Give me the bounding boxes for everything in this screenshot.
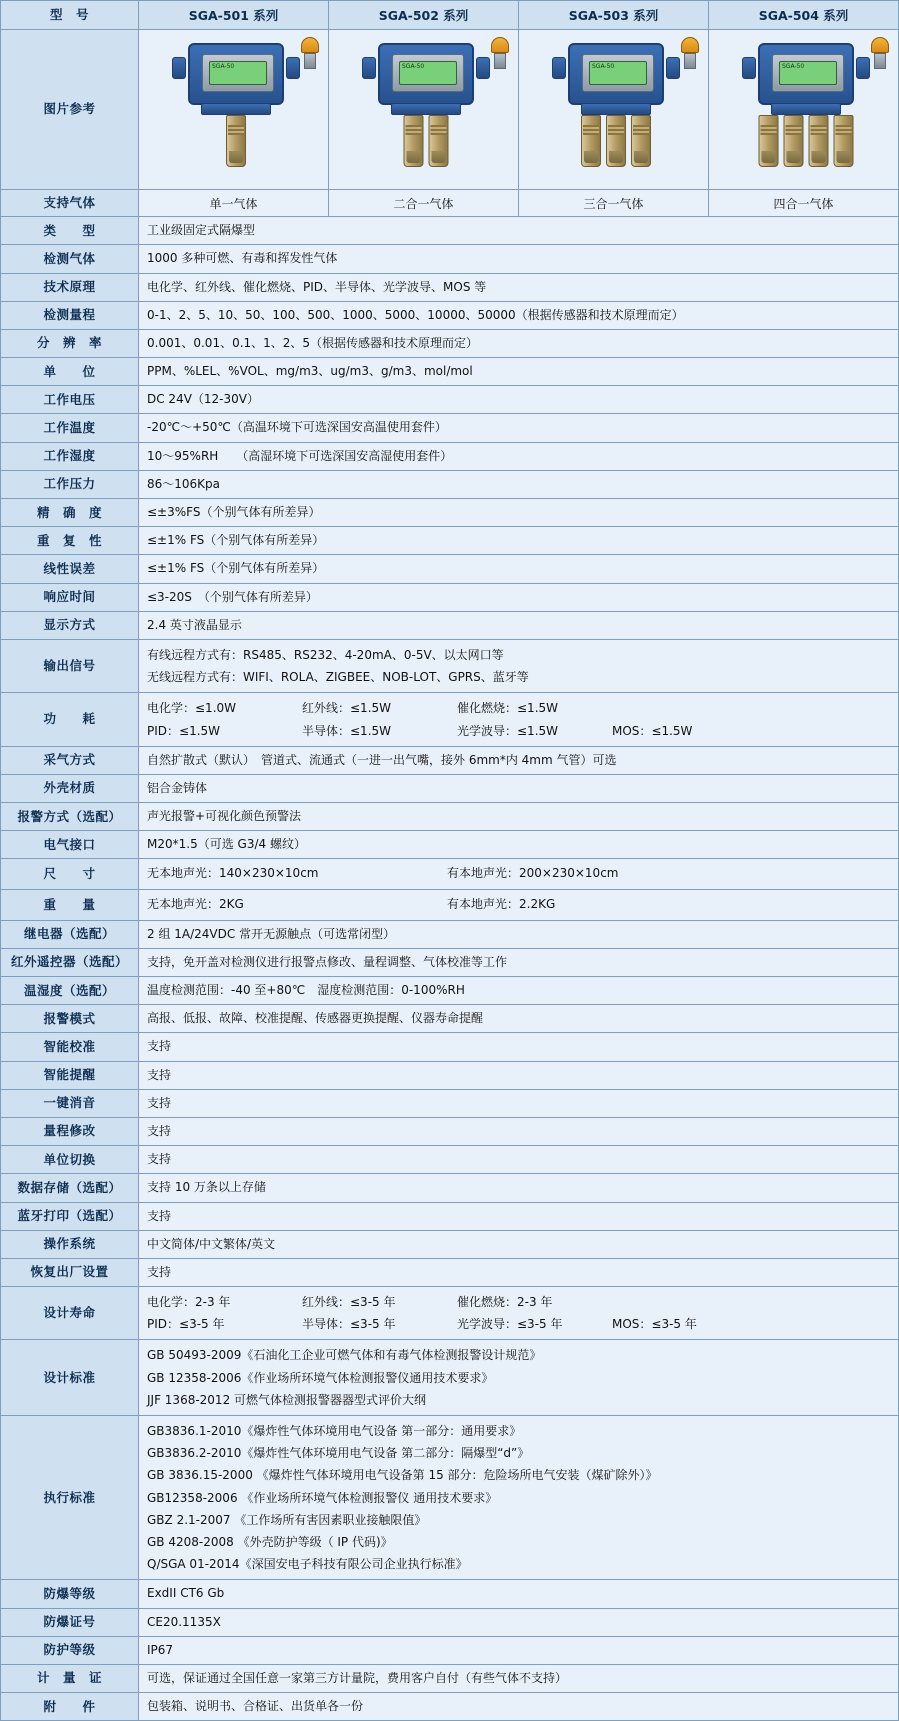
row-value-unit-switch: 支持: [139, 1146, 899, 1174]
row-value-resolution: 0.001、0.01、0.1、1、2、5（根据传感器和技术原理而定）: [139, 329, 899, 357]
row-label-relay: 继电器（选配）: [1, 920, 139, 948]
table-row-category: [1, 217, 899, 245]
sensor-group-2: [404, 115, 449, 167]
sensor-probe: [784, 115, 804, 167]
lifespan-cell-8: MOS：≤3-5 年: [612, 1317, 697, 1332]
row-label-resolution: 分 辨 率: [1, 329, 139, 357]
mount-bracket-left-icon: [742, 57, 756, 79]
table-row-linearity: [1, 555, 899, 583]
row-value-unit: PPM、%LEL、%VOL、mg/m3、ug/m3、g/m3、mol/mol: [139, 358, 899, 386]
product-image-1: [139, 30, 329, 190]
row-label-range-modify: 量程修改: [1, 1117, 139, 1145]
power-cell-4: [612, 697, 767, 719]
table-row-range: [1, 301, 899, 329]
row-value-power: [139, 693, 899, 746]
detector-housing: [568, 43, 664, 105]
table-row-principle: [1, 273, 899, 301]
row-value-work-pressure: 86～106Kpa: [139, 470, 899, 498]
weight-with-local-alarm: 有本地声光：2.2KG: [447, 897, 556, 912]
exec-standard-item: GB 4208-2008 《外壳防护等级（ IP 代码)》: [147, 1534, 393, 1549]
row-label-accuracy: 精 确 度: [1, 499, 139, 527]
power-cell-6: 半导体：≤1.5W: [302, 723, 392, 738]
row-label-smart-reminder: 智能提醒: [1, 1061, 139, 1089]
exec-standard-item: GB 3836.15-2000 《爆炸性气体环境用电气设备第 15 部分：危险场所电气安装（煤矿除外）》: [147, 1468, 658, 1483]
row-label-accessories: 附 件: [1, 1693, 139, 1721]
table-row-os: [1, 1230, 899, 1258]
row-value-metering-certificate: 可选，保证通过全国任意一家第三方计量院，费用客户自付（有些气体不支持）: [139, 1664, 899, 1692]
alarm-light-icon: [871, 37, 889, 71]
detector-screen: SGA-50: [589, 61, 647, 85]
row-label-output-signal: 输出信号: [1, 639, 139, 692]
model-header-2: SGA-502 系列: [329, 1, 519, 30]
row-value-accuracy: ≤±3%FS（个别气体有所差异）: [139, 499, 899, 527]
row-value-lifespan: [139, 1287, 899, 1340]
row-label-gas-support: 支持气体: [1, 190, 139, 217]
row-label-voltage: 工作电压: [1, 386, 139, 414]
row-label-range: 检测量程: [1, 301, 139, 329]
row-label-temp-humidity: 温湿度（选配）: [1, 977, 139, 1005]
table-row-ir-remote: [1, 948, 899, 976]
power-cell-7: 光学波导：≤1.5W: [457, 723, 559, 738]
table-row-ip-grade: [1, 1636, 899, 1664]
row-label-power: 功 耗: [1, 693, 139, 746]
table-row-size: [1, 859, 899, 890]
detector-screen: SGA-50: [399, 61, 457, 85]
table-row-bluetooth-print: [1, 1202, 899, 1230]
model-header-3: SGA-503 系列: [519, 1, 709, 30]
detector-housing: [378, 43, 474, 105]
table-row-alarm-method: [1, 803, 899, 831]
row-label-ip-grade: 防护等级: [1, 1636, 139, 1664]
row-label-unit: 单 位: [1, 358, 139, 386]
row-label-factory-reset: 恢复出厂设置: [1, 1258, 139, 1286]
alarm-light-icon: [301, 37, 319, 71]
lifespan-cell-3: 催化燃烧：2-3 年: [457, 1295, 553, 1310]
row-value-category: 工业级固定式隔爆型: [139, 217, 899, 245]
mount-bracket-right-icon: [856, 57, 870, 79]
row-label-model: 型 号: [1, 1, 139, 30]
weight-without-local-alarm: 无本地声光：2KG: [147, 897, 244, 912]
power-cell-1: 电化学：≤1.0W: [147, 701, 237, 716]
row-label-unit-switch: 单位切换: [1, 1146, 139, 1174]
gas-detector-illustration-2: [331, 35, 521, 185]
table-row-resolution: [1, 329, 899, 357]
exec-standard-item: GBZ 2.1-2007 《工作场所有害因素职业接触限值》: [147, 1512, 427, 1527]
sensor-probe: [759, 115, 779, 167]
table-row-range-modify: [1, 1117, 899, 1145]
row-label-work-temp: 工作温度: [1, 414, 139, 442]
table-row-response-time: [1, 583, 899, 611]
row-label-display: 显示方式: [1, 611, 139, 639]
design-standard-item: JJF 1368-2012 可燃气体检测报警器器型式评价大纲: [147, 1392, 427, 1407]
exec-standard-item: GB3836.2-2010《爆炸性气体环境用电气设备 第二部分：隔爆型“d”》: [147, 1446, 530, 1461]
detector-housing: [758, 43, 854, 105]
table-row-design-standard: [1, 1340, 899, 1416]
table-row-data-storage: [1, 1174, 899, 1202]
output-signal-wired: 有线远程方式有：RS485、RS232、4-20mA、0-5V、以太网口等: [147, 647, 504, 662]
detector-manifold: [581, 103, 651, 115]
detector-manifold: [771, 103, 841, 115]
table-row-detect-gas: [1, 245, 899, 273]
table-row-accuracy: [1, 499, 899, 527]
row-value-factory-reset: 支持: [139, 1258, 899, 1286]
gas-support-value-1: 单一气体: [139, 190, 329, 217]
mount-bracket-right-icon: [476, 57, 490, 79]
exec-standard-item: GB12358-2006 《作业场所环境气体检测报警仪 通用技术要求》: [147, 1490, 498, 1505]
detector-manifold: [201, 103, 271, 115]
row-label-one-key-mute: 一键消音: [1, 1089, 139, 1117]
row-label-principle: 技术原理: [1, 273, 139, 301]
row-value-ip-grade: IP67: [139, 1636, 899, 1664]
row-label-lifespan: 设计寿命: [1, 1287, 139, 1340]
table-row-work-pressure: [1, 470, 899, 498]
row-value-alarm-method: 声光报警+可视化颜色预警法: [139, 803, 899, 831]
product-image-2: [329, 30, 519, 190]
table-row-temp-humidity: [1, 977, 899, 1005]
size-without-local-alarm: 无本地声光：140×230×10cm: [147, 866, 319, 881]
gas-detector-illustration-1: [141, 35, 331, 185]
lifespan-cell-7: 光学波导：≤3-5 年: [457, 1317, 563, 1332]
mount-bracket-right-icon: [286, 57, 300, 79]
table-row-metering-certificate: [1, 1664, 899, 1692]
row-label-linearity: 线性误差: [1, 555, 139, 583]
row-label-work-pressure: 工作压力: [1, 470, 139, 498]
mount-bracket-right-icon: [666, 57, 680, 79]
row-label-exec-standard: 执行标准: [1, 1416, 139, 1580]
row-label-ex-certificate: 防爆证号: [1, 1608, 139, 1636]
sensor-probe: [429, 115, 449, 167]
row-value-work-humidity: 10～95%RH （高湿环境下可选深国安高湿使用套件）: [139, 442, 899, 470]
row-label-metering-certificate: 计 量 证: [1, 1664, 139, 1692]
row-value-principle: 电化学、红外线、催化燃烧、PID、半导体、光学波导、MOS 等: [139, 273, 899, 301]
row-value-ir-remote: 支持，免开盖对检测仪进行报警点修改、量程调整、气体校准等工作: [139, 948, 899, 976]
sensor-probe: [581, 115, 601, 167]
detector-screen: SGA-50: [209, 61, 267, 85]
row-label-data-storage: 数据存储（选配）: [1, 1174, 139, 1202]
table-row-smart-calibration: [1, 1033, 899, 1061]
row-label-size: 尺 寸: [1, 859, 139, 890]
row-label-ir-remote: 红外遥控器（选配）: [1, 948, 139, 976]
row-label-response-time: 响应时间: [1, 583, 139, 611]
row-value-design-standard: [139, 1340, 899, 1416]
row-value-range: 0-1、2、5、10、50、100、500、1000、5000、10000、50000（根据传感器和技术原理而定）: [139, 301, 899, 329]
table-row-repeatability: [1, 527, 899, 555]
sensor-probe: [834, 115, 854, 167]
row-label-work-humidity: 工作湿度: [1, 442, 139, 470]
alarm-light-icon: [491, 37, 509, 71]
row-label-smart-calibration: 智能校准: [1, 1033, 139, 1061]
row-value-relay: 2 组 1A/24VDC 常开无源触点（可选常闭型）: [139, 920, 899, 948]
row-label-shell: 外壳材质: [1, 774, 139, 802]
row-label-bluetooth-print: 蓝牙打印（选配）: [1, 1202, 139, 1230]
lifespan-cell-5: PID：≤3-5 年: [147, 1317, 225, 1332]
row-value-electrical-port: M20*1.5（可选 G3/4 螺纹）: [139, 831, 899, 859]
detector-manifold: [391, 103, 461, 115]
table-row-images: [1, 30, 899, 190]
row-value-range-modify: 支持: [139, 1117, 899, 1145]
sensor-probe: [631, 115, 651, 167]
power-cell-5: PID：≤1.5W: [147, 723, 221, 738]
sensor-group-3: [581, 115, 651, 167]
row-label-alarm-mode: 报警模式: [1, 1005, 139, 1033]
table-row-smart-reminder: [1, 1061, 899, 1089]
size-with-local-alarm: 有本地声光：200×230×10cm: [447, 866, 619, 881]
table-row-lifespan: [1, 1287, 899, 1340]
row-value-exec-standard: [139, 1416, 899, 1580]
row-label-weight: 重 量: [1, 890, 139, 921]
detector-panel: [202, 54, 274, 92]
design-standard-item: GB 12358-2006《作业场所环境气体检测报警仪通用技术要求》: [147, 1370, 494, 1385]
detector-housing: [188, 43, 284, 105]
row-value-alarm-mode: 高报、低报、故障、校准提醒、传感器更换提醒、仪器寿命提醒: [139, 1005, 899, 1033]
row-label-electrical-port: 电气接口: [1, 831, 139, 859]
gas-support-value-3: 三合一气体: [519, 190, 709, 217]
detector-panel: [772, 54, 844, 92]
row-value-data-storage: 支持 10 万条以上存储: [139, 1174, 899, 1202]
row-label-sampling: 采气方式: [1, 746, 139, 774]
row-value-bluetooth-print: 支持: [139, 1202, 899, 1230]
row-label-alarm-method: 报警方式（选配）: [1, 803, 139, 831]
table-row-weight: [1, 890, 899, 921]
table-row-voltage: [1, 386, 899, 414]
table-row-work-temp: [1, 414, 899, 442]
exec-standard-item: GB3836.1-2010《爆炸性气体环境用电气设备 第一部分：通用要求》: [147, 1424, 522, 1438]
row-value-weight: [139, 890, 899, 921]
power-cell-2: 红外线：≤1.5W: [302, 701, 392, 716]
row-value-smart-calibration: 支持: [139, 1033, 899, 1061]
row-value-size: [139, 859, 899, 890]
table-row-display: [1, 611, 899, 639]
power-cell-3: 催化燃烧：≤1.5W: [457, 701, 559, 716]
mount-bracket-left-icon: [362, 57, 376, 79]
table-row-factory-reset: [1, 1258, 899, 1286]
row-label-ex-grade: 防爆等级: [1, 1580, 139, 1608]
table-row-alarm-mode: [1, 1005, 899, 1033]
detector-panel: [582, 54, 654, 92]
exec-standard-item: Q/SGA 01-2014《深国安电子科技有限公司企业执行标准》: [147, 1557, 468, 1572]
mount-bracket-left-icon: [172, 57, 186, 79]
row-value-linearity: ≤±1% FS（个别气体有所差异）: [139, 555, 899, 583]
sensor-probe: [226, 115, 246, 167]
table-row-output-signal: [1, 639, 899, 692]
table-row-ex-grade: [1, 1580, 899, 1608]
table-row-ex-certificate: [1, 1608, 899, 1636]
power-cell-8: MOS：≤1.5W: [612, 723, 693, 738]
row-value-ex-grade: ExdII CT6 Gb: [139, 1580, 899, 1608]
row-value-work-temp: -20℃～+50℃（高温环境下可选深国安高温使用套件）: [139, 414, 899, 442]
lifespan-cell-4: [612, 1291, 767, 1313]
row-label-image-reference: 图片参考: [1, 30, 139, 190]
row-label-detect-gas: 检测气体: [1, 245, 139, 273]
row-label-repeatability: 重 复 性: [1, 527, 139, 555]
table-row-sampling: [1, 746, 899, 774]
table-row-model-header: [1, 1, 899, 30]
mount-bracket-left-icon: [552, 57, 566, 79]
table-row-electrical-port: [1, 831, 899, 859]
table-row-accessories: [1, 1693, 899, 1721]
row-value-repeatability: ≤±1% FS（个别气体有所差异）: [139, 527, 899, 555]
row-value-temp-humidity: 温度检测范围：-40 至+80℃ 湿度检测范围：0-100%RH: [139, 977, 899, 1005]
row-label-design-standard: 设计标准: [1, 1340, 139, 1416]
gas-support-value-4: 四合一气体: [709, 190, 899, 217]
lifespan-cell-2: 红外线：≤3-5 年: [302, 1295, 396, 1310]
output-signal-wireless: 无线远程方式有：WIFI、ROLA、ZIGBEE、NOB-LOT、GPRS、蓝牙等: [147, 670, 529, 685]
row-value-shell: 铝合金铸体: [139, 774, 899, 802]
row-value-display: 2.4 英寸液晶显示: [139, 611, 899, 639]
table-row-unit-switch: [1, 1146, 899, 1174]
product-image-3: [519, 30, 709, 190]
row-value-response-time: ≤3-20S （个别气体有所差异）: [139, 583, 899, 611]
model-header-1: SGA-501 系列: [139, 1, 329, 30]
row-value-one-key-mute: 支持: [139, 1089, 899, 1117]
lifespan-cell-6: 半导体：≤3-5 年: [302, 1317, 396, 1332]
sensor-probe: [809, 115, 829, 167]
table-row-gas-support: [1, 190, 899, 217]
sensor-probe: [606, 115, 626, 167]
table-row-work-humidity: [1, 442, 899, 470]
gas-detector-illustration-4: [711, 35, 899, 185]
table-row-one-key-mute: [1, 1089, 899, 1117]
row-value-accessories: 包装箱、说明书、合格证、出货单各一份: [139, 1693, 899, 1721]
row-value-detect-gas: 1000 多种可燃、有毒和挥发性气体: [139, 245, 899, 273]
row-value-smart-reminder: 支持: [139, 1061, 899, 1089]
gas-support-value-2: 二合一气体: [329, 190, 519, 217]
table-row-exec-standard: [1, 1416, 899, 1580]
sensor-group-4: [759, 115, 854, 167]
product-image-4: [709, 30, 899, 190]
row-value-sampling: 自然扩散式（默认） 管道式、流通式（一进一出气嘴，接外 6mm*内 4mm 气管）可选: [139, 746, 899, 774]
table-row-relay: [1, 920, 899, 948]
sensor-group-1: [226, 115, 246, 167]
row-value-voltage: DC 24V（12-30V）: [139, 386, 899, 414]
row-label-os: 操作系统: [1, 1230, 139, 1258]
table-row-power: [1, 693, 899, 746]
detector-screen: SGA-50: [779, 61, 837, 85]
table-row-shell: [1, 774, 899, 802]
model-header-4: SGA-504 系列: [709, 1, 899, 30]
lifespan-cell-1: 电化学：2-3 年: [147, 1295, 231, 1310]
gas-detector-illustration-3: [521, 35, 711, 185]
row-label-category: 类 型: [1, 217, 139, 245]
row-value-os: 中文简体/中文繁体/英文: [139, 1230, 899, 1258]
alarm-light-icon: [681, 37, 699, 71]
table-row-unit: [1, 358, 899, 386]
detector-panel: [392, 54, 464, 92]
row-value-ex-certificate: CE20.1135X: [139, 1608, 899, 1636]
design-standard-item: GB 50493-2009《石油化工企业可燃气体和有毒气体检测报警设计规范》: [147, 1348, 542, 1363]
sensor-probe: [404, 115, 424, 167]
row-value-output-signal: [139, 639, 899, 692]
